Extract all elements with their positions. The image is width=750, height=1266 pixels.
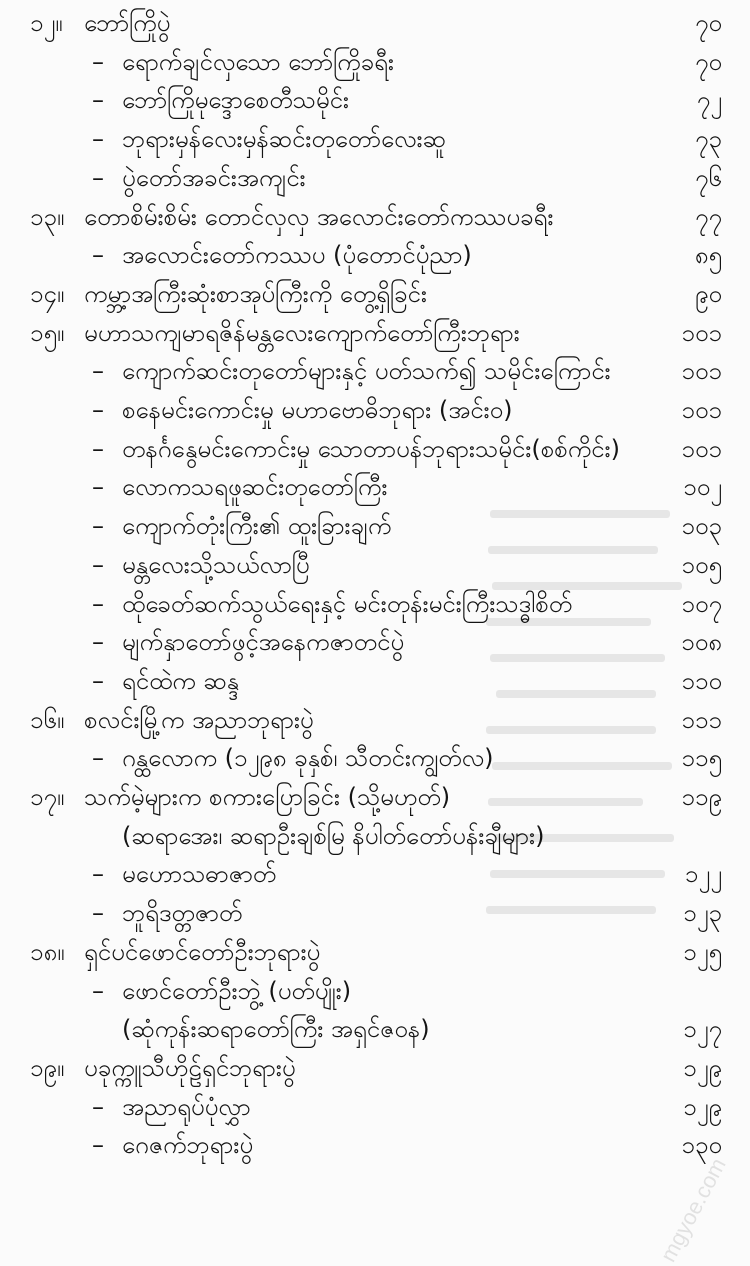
toc-entry-row — [0, 546, 750, 584]
toc-chapter-row — [0, 778, 750, 816]
page-number: ၁၀၈ — [681, 628, 722, 657]
entry-dash: – — [92, 512, 104, 541]
page-number: ၁၀၇ — [681, 589, 722, 618]
toc-entry-row — [0, 585, 750, 623]
entry-title: ကျောက်တုံးကြီး၏ ထူးခြားချက် — [122, 512, 392, 541]
entry-title: ရင်ထဲက ဆန္ဒ — [122, 666, 240, 695]
toc-entry-row — [0, 159, 750, 197]
page-number: ၉၀ — [695, 279, 722, 308]
entry-title: ပွဲတော်အခင်းအကျင်း — [122, 163, 306, 192]
toc-entry-row — [0, 430, 750, 468]
toc-chapter-row — [0, 198, 750, 236]
entry-title: အလောင်းတော်ကဿပ (ပုံတောင်ပုံညာ) — [122, 241, 472, 270]
entry-dash: – — [92, 125, 104, 154]
entry-dash: – — [92, 241, 104, 270]
entry-dash: – — [92, 396, 104, 424]
page-number: ၁၂၂ — [684, 860, 722, 889]
page-number: ၁၀၁ — [681, 318, 722, 347]
page-number: ၁၀၂ — [683, 473, 722, 502]
entry-title: စနေမင်းကောင်းမှု မဟာဗောဓိဘုရား (အင်း၀) — [122, 396, 513, 424]
page-number: ၇၂ — [696, 86, 722, 115]
chapter-title: မဟာသကျမာရဇိန်မန္တလေးကျောက်တော်ကြီးဘုရား — [84, 318, 520, 347]
entry-title: မျက်နှာတော်ဖွင့်အနေကဇာတင်ပွဲ — [122, 628, 405, 657]
toc-entry-row — [0, 1010, 750, 1048]
toc-entry-row — [0, 1088, 750, 1126]
chapter-number: ၁၉။ — [30, 1053, 65, 1082]
chapter-title: ပခုက္ကူသီဟိုဠ်ရှင်ဘုရားပွဲ — [84, 1053, 296, 1082]
chapter-title: ဘော်ကြိုပွဲ — [84, 9, 171, 37]
toc-entry-row — [0, 120, 750, 158]
entry-dash: – — [92, 1131, 104, 1160]
chapter-number: ၁၅။ — [30, 318, 65, 347]
page-number: ၇၀ — [695, 47, 722, 76]
chapter-title: သက်မဲ့များက စကားပြောခြင်း (သို့မဟုတ်) — [84, 783, 451, 811]
toc-chapter-row — [0, 1049, 750, 1087]
toc-entry-row — [0, 739, 750, 777]
entry-dash: – — [92, 666, 104, 695]
entry-dash: – — [92, 899, 104, 928]
entry-title: လောကသရဖူဆင်းတုတော်ကြီး — [122, 473, 388, 502]
page-number: ၁၁၉ — [681, 783, 722, 811]
page-number: ၈၅ — [694, 241, 722, 270]
entry-title: (ဆုံကုန်းဆရာတော်ကြီး အရှင်ဇဝန) — [122, 1015, 430, 1044]
watermark: mgyoe.com — [655, 1153, 732, 1266]
entry-dash: – — [92, 589, 104, 618]
page-number: ၇၀ — [695, 9, 722, 37]
page-number: ၁၀၁ — [681, 396, 722, 424]
entry-title: အညာရုပ်ပုံလွှာ — [122, 1092, 251, 1121]
chapter-number: ၁၈။ — [30, 937, 65, 966]
chapter-title: ကမ္ဘာ့အကြီးဆုံးစာအုပ်ကြီးကို တွေ့ရှိခြင်း — [84, 279, 427, 308]
toc-entry-row — [0, 1126, 750, 1164]
entry-dash: – — [92, 163, 104, 192]
page-number: ၁၂၇ — [683, 1015, 722, 1044]
toc-entry-row — [0, 623, 750, 661]
page-number: ၁၁၅ — [681, 744, 722, 773]
entry-title: ဂန္ထလောက (၁၂၉၈ ခုနှစ်၊ သီတင်းကျွတ်လ) — [122, 744, 494, 773]
entry-dash: – — [92, 473, 104, 502]
page-number: ၁၁၀ — [681, 666, 722, 695]
entry-title: ဘော်ကြိုမုဒ္ဒောစေတီသမိုင်း — [122, 86, 349, 115]
entry-dash: – — [92, 86, 104, 115]
entry-title: တနင်္ဂနွေမင်းကောင်းမှု သောတာပန်ဘုရားသမိုင်း(စစ်ကိုင်း) — [122, 434, 620, 463]
chapter-number: ၁၇။ — [30, 783, 65, 811]
page-number: ၁၂၉ — [683, 1053, 722, 1082]
toc-chapter-row — [0, 933, 750, 971]
chapter-number: ၁၂။ — [30, 9, 63, 37]
entry-title: ဘုရားမှန်လေးမှန်ဆင်းတုတော်လေးဆူ — [122, 125, 446, 154]
entry-title: ဖောင်တော်ဦးဘွဲ့ (ပတ်ပျိုး) — [122, 976, 352, 1005]
entry-title: ကျောက်ဆင်းတုတော်များနှင့် ပတ်သက်၍ သမိုင်းကြောင်း — [122, 357, 611, 386]
toc-entry-row — [0, 468, 750, 506]
entry-dash: – — [92, 357, 104, 386]
entry-dash: – — [92, 550, 104, 579]
toc-entry-row — [0, 817, 750, 855]
toc-entry-row — [0, 236, 750, 274]
entry-title: ထိုခေတ်ဆက်သွယ်ရေးနှင့် မင်းတုန်းမင်းကြီးသဒ္ဓါစိတ် — [122, 589, 573, 618]
toc-chapter-row — [0, 314, 750, 352]
page-number: ၁၁၁ — [681, 705, 722, 734]
page-number: ၇၆ — [695, 163, 722, 192]
toc-chapter-row — [0, 4, 750, 42]
entry-dash: – — [92, 628, 104, 657]
entry-dash: – — [92, 976, 104, 1005]
toc-entry-row — [0, 855, 750, 893]
toc-entry-row — [0, 43, 750, 81]
toc-entry-row — [0, 972, 750, 1010]
page-number: ၁၃၀ — [681, 1131, 722, 1160]
chapter-number: ၁၄။ — [30, 279, 65, 308]
toc-chapter-row — [0, 275, 750, 313]
entry-title: ဂေဇက်ဘုရားပွဲ — [122, 1131, 254, 1160]
entry-title: မန္တလေးသို့သယ်လာပြီ — [122, 550, 310, 579]
page-number: ၇၇ — [695, 202, 722, 231]
page-number: ၁၀၁ — [681, 434, 722, 463]
page-number: ၁၀၃ — [681, 512, 722, 541]
chapter-number: ၁၆။ — [30, 705, 65, 734]
entry-title: (ဆရာအေး၊ ဆရာဦးချစ်မြ နိပါတ်တော်ပန်းချီများ) — [122, 821, 545, 850]
chapter-title: တောစိမ်းစိမ်း တောင်လှလှ အလောင်းတော်ကဿပခရီး — [84, 202, 554, 231]
page-number: ၇၃ — [695, 125, 722, 154]
entry-dash: – — [92, 1092, 104, 1121]
toc-chapter-row — [0, 701, 750, 739]
page-number: ၁၂၉ — [683, 1092, 722, 1121]
page-number: ၁၀၅ — [681, 550, 722, 579]
chapter-number: ၁၃။ — [30, 202, 65, 231]
chapter-title: ရှင်ပင်ဖောင်တော်ဦးဘုရားပွဲ — [84, 937, 321, 966]
entry-title: ဘူရိဒတ္တဇာတ် — [122, 899, 243, 928]
entry-title: မဟောသဓာဇာတ် — [122, 860, 277, 889]
entry-title: ရောက်ချင်လှသော ဘော်ကြိုခရီး — [122, 47, 395, 76]
toc-entry-row — [0, 662, 750, 700]
entry-dash: – — [92, 744, 104, 773]
page-number: ၁၂၃ — [683, 899, 722, 928]
toc-entry-row — [0, 507, 750, 545]
entry-dash: – — [92, 860, 104, 889]
toc-entry-row — [0, 894, 750, 932]
entry-dash: – — [92, 434, 104, 463]
page-number: ၁၀၁ — [681, 357, 722, 386]
toc-entry-row — [0, 81, 750, 119]
page-number: ၁၂၅ — [683, 937, 722, 966]
entry-dash: – — [92, 47, 104, 76]
chapter-title: စလင်းမြို့က အညာဘုရားပွဲ — [84, 705, 314, 734]
toc-entry-row — [0, 352, 750, 390]
toc-entry-row — [0, 391, 750, 429]
